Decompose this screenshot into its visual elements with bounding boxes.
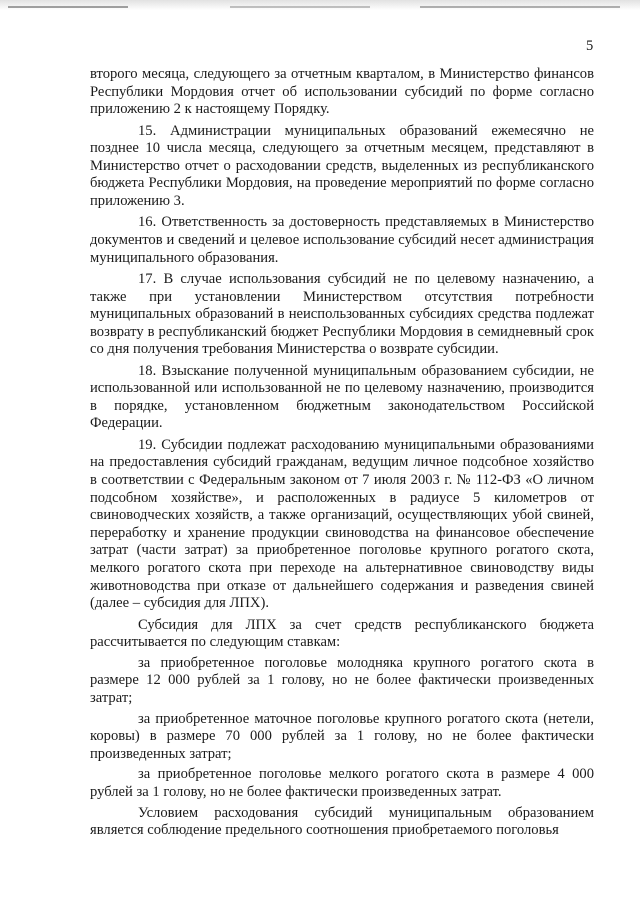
rate-item: за приобретенное поголовье молодняка крупного рогатого скота в размере 12 000 рублей за 1 голову, но не более фактически произведенных затрат; — [90, 654, 594, 706]
paragraph-16: 16. Ответственность за достоверность представляемых в Министерство документов и сведений и целевое использование субсидий несет администрация муниципального образования. — [90, 214, 594, 266]
scan-shadow — [0, 0, 640, 10]
document-body — [90, 66, 594, 844]
paragraph-15: 15. Администрации муниципальных образований ежемесячно не позднее 10 числа месяца, следующего за отчетным месяцем, представляют в Министерство отчет о расходовании средств, выделенных из республиканского бюджета Республики Мордовия, на проведение мероприятий по форме согласно приложению 3. — [90, 122, 594, 209]
paragraph-18: 18. Взыскание полученной муниципальным образованием субсидии, не использованной или использованной не по целевому назначению, производится в порядке, установленном бюджетным законодательством Российской Федерации. — [90, 362, 594, 432]
paragraph-19: 19. Субсидии подлежат расходованию муниципальными образованиями на предоставления субсидий гражданам, ведущим личное подсобное хозяйство в соответствии с Федеральным законом от 7 июля 2003 г. № 112-ФЗ «О личном подсобном хозяйстве», и расположенных в радиусе 5 километров от свиноводческих хозяйств, а также организаций, осуществляющих убой свиней, переработку и хранение продукции свиноводства на финансовое обеспечение затрат (части затрат) за приобретенное поголовье крупного рогатого скота, мелкого рогатого скота при переходе на альтернативное свиноводству виды животноводства при отказе от дальнейшего содержания и разведения свиней (далее – субсидия для ЛПХ). — [90, 436, 594, 612]
rate-item: за приобретенное поголовье мелкого рогатого скота в размере 4 000 рублей за 1 голову, но не более фактически произведенных затрат. — [90, 766, 594, 800]
page-number: 5 — [586, 38, 594, 54]
scan-artifact-line — [8, 6, 128, 8]
scan-artifact-line — [420, 6, 620, 8]
paragraph-condition: Условием расходования субсидий муниципальным образованием является соблюдение предельного соотношения приобретаемого поголовья — [90, 804, 594, 839]
rate-item: за приобретенное маточное поголовье крупного рогатого скота (нетели, коровы) в размере 70 000 рублей за 1 голову, но не более фактически произведенных затрат; — [90, 710, 594, 762]
scan-artifact-line — [230, 6, 370, 8]
paragraph: второго месяца, следующего за отчетным кварталом, в Министерство финансов Республики Мордовия отчет об использовании субсидий по форме согласно приложению 2 к настоящему Порядку. — [90, 66, 594, 118]
paragraph-17: 17. В случае использования субсидий не по целевому назначению, а также при установлении Министерством отсутствия потребности муниципальных образований в неиспользованных субсидиях средства подлежат возврату в республиканский бюджет Республики Мордовия в семидневный срок со дня получения требования Министерства о возврате субсидии. — [90, 270, 594, 358]
paragraph-rates-intro: Субсидия для ЛПХ за счет средств республиканского бюджета рассчитывается по следующим ставкам: — [90, 616, 594, 651]
